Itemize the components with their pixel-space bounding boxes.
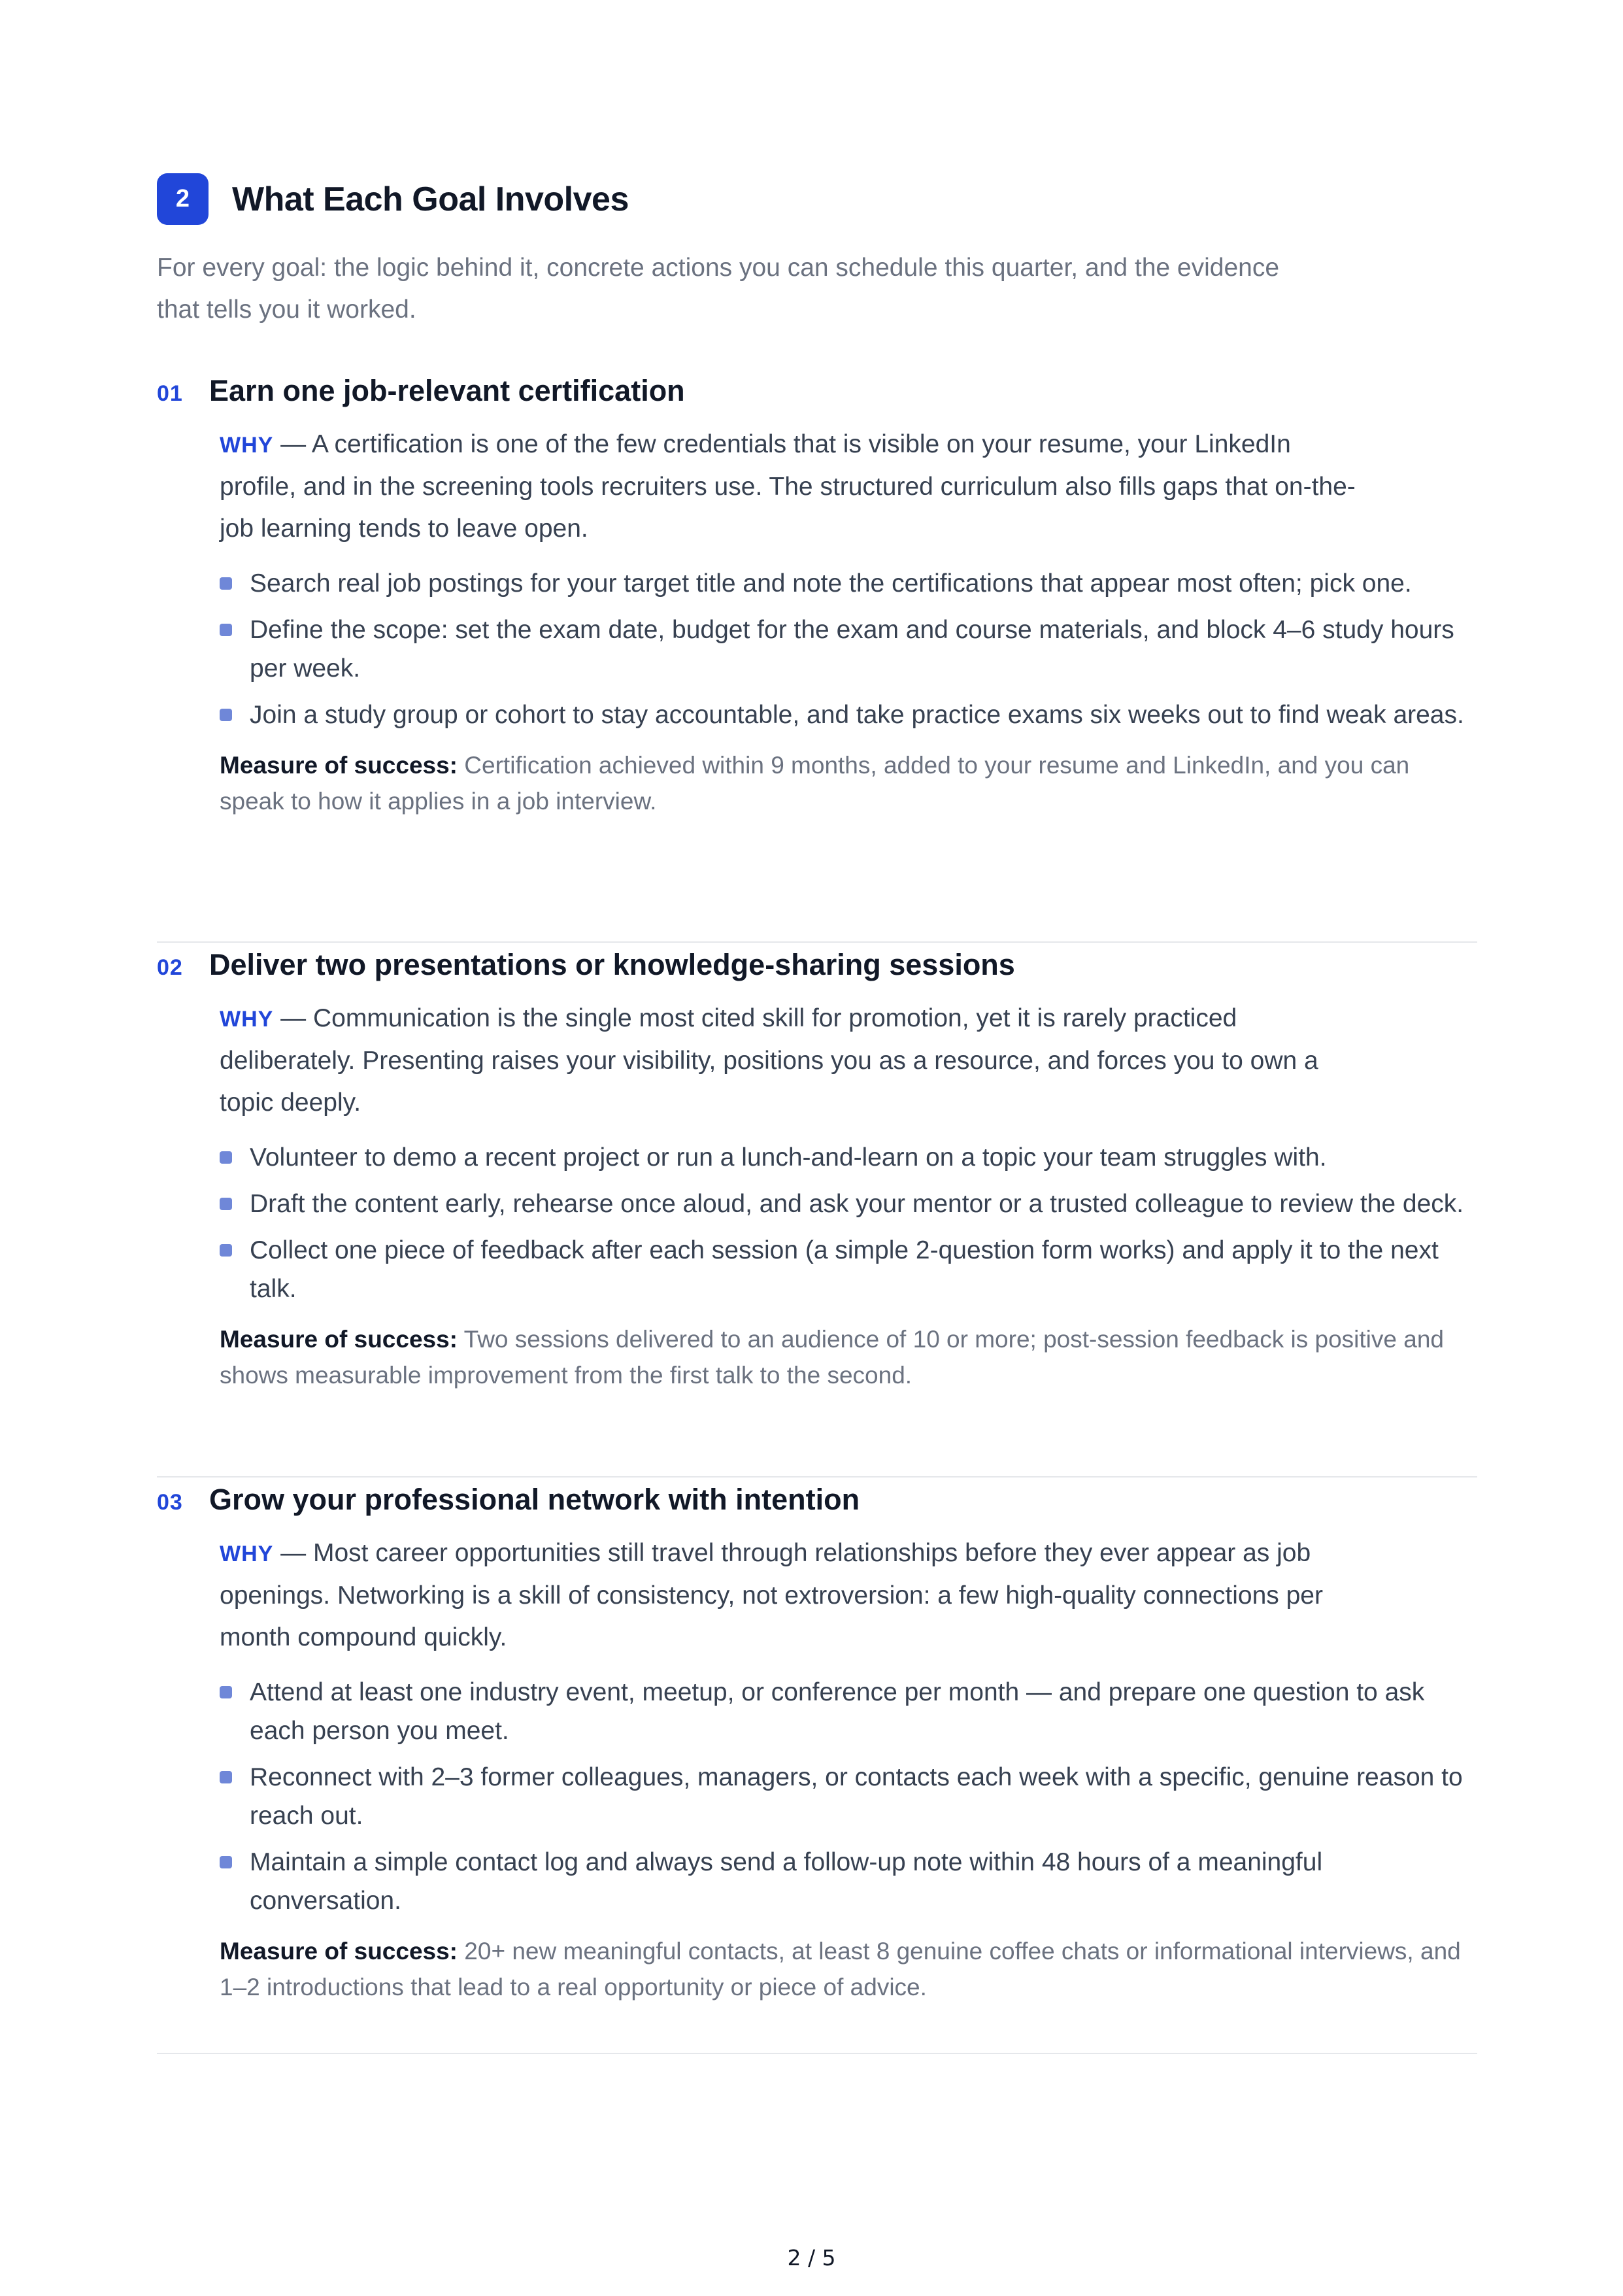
measure-text: 20+ new meaningful contacts, at least 8 genuine coffee chats or informational interviews, and 1–2 introductions that lead to a real opportunity or piece of advice.: [220, 1938, 1461, 2001]
goal-number: 03: [157, 1490, 183, 1515]
why-separator: —: [273, 1539, 313, 1567]
bullet-square-icon: [220, 1771, 232, 1783]
goal-title: Grow your professional network with intention: [209, 1483, 860, 1516]
goal-divider: [157, 1476, 1477, 1477]
measure-text: Certification achieved within 9 months, added to your resume and LinkedIn, and you can speak to how it applies in a job interview.: [220, 752, 1410, 815]
action-text: Maintain a simple contact log and always send a follow-up note within 48 hours of a meaningful conversation.: [250, 1848, 1323, 1915]
goal-divider: [157, 2053, 1477, 2054]
action-list: [220, 1673, 1477, 1920]
why-separator: —: [273, 430, 312, 458]
measure-label: Measure of success:: [220, 752, 458, 779]
action-item: [220, 1185, 1477, 1223]
action-item: [220, 564, 1477, 603]
action-item: [220, 1231, 1477, 1308]
goal-divider: [157, 941, 1477, 943]
section-intro: For every goal: the logic behind it, concrete actions you can schedule this quarter, and the evidence that tells you it worked.: [157, 254, 1280, 324]
bullet-square-icon: [220, 1244, 232, 1257]
measure-label: Measure of success:: [220, 1326, 458, 1353]
why-text: A certification is one of the few credentials that is visible on your resume, your LinkedIn profile, and in the screening tools recruiters use. The structured curriculum also fills gaps that on-the-job learning tends to leave open.: [220, 430, 1356, 543]
action-list: [220, 1138, 1477, 1308]
action-text: Search real job postings for your target title and note the certifications that appear most often; pick one.: [250, 569, 1412, 598]
action-item: [220, 1843, 1477, 1920]
goal-title: Earn one job-relevant certification: [209, 374, 685, 407]
measure-of-success: [220, 747, 1477, 819]
measure-label: Measure of success:: [220, 1938, 458, 1965]
goal-title: Deliver two presentations or knowledge-sharing sessions: [209, 948, 1015, 981]
goal-card-1: [157, 374, 1477, 819]
action-item: [220, 611, 1477, 688]
measure-of-success: [220, 1933, 1477, 2005]
page-number: 2 / 5: [787, 2245, 836, 2271]
action-item: [220, 696, 1477, 734]
why-label: WHY: [220, 433, 274, 458]
goal-why: [220, 424, 1357, 550]
bullet-square-icon: [220, 1686, 232, 1698]
section-number-badge: 2: [157, 173, 209, 225]
bullet-square-icon: [220, 1151, 232, 1164]
goal-body: [220, 1532, 1477, 2005]
goal-number: 01: [157, 381, 183, 406]
action-text: Collect one piece of feedback after each session (a simple 2-question form works) and apply it to the next talk.: [250, 1236, 1439, 1303]
action-text: Reconnect with 2–3 former colleagues, managers, or contacts each week with a specific, genuine reason to reach out.: [250, 1763, 1463, 1830]
goal-heading: [157, 374, 1477, 414]
why-text: Communication is the single most cited skill for promotion, yet it is rarely practiced deliberately. Presenting raises your visibility, positions you as a resource, and forces you to own a topic deeply.: [220, 1004, 1318, 1117]
action-text: Define the scope: set the exam date, budget for the exam and course materials, and block 4–6 study hours per week.: [250, 616, 1454, 683]
goal-why: [220, 998, 1357, 1124]
action-text: Volunteer to demo a recent project or run a lunch-and-learn on a topic your team struggles with.: [250, 1143, 1327, 1172]
action-item: [220, 1673, 1477, 1750]
section-title: What Each Goal Involves: [232, 180, 629, 218]
goal-number: 02: [157, 955, 183, 980]
goal-why: [220, 1532, 1357, 1659]
goal-card-3: [157, 1483, 1477, 2005]
bullet-square-icon: [220, 1198, 232, 1210]
goal-card-2: [157, 948, 1477, 1393]
bullet-square-icon: [220, 709, 232, 721]
bullet-square-icon: [220, 577, 232, 590]
bullet-square-icon: [220, 1856, 232, 1868]
measure-text: Two sessions delivered to an audience of 10 or more; post-session feedback is positive and shows measurable improvement from the first talk to the second.: [220, 1326, 1444, 1389]
goal-body: [220, 424, 1477, 819]
why-text: Most career opportunities still travel through relationships before they ever appear as job openings. Networking is a skill of consistency, not extroversion: a few high-quality connections per month compound quickly.: [220, 1539, 1323, 1651]
why-label: WHY: [220, 1007, 274, 1032]
goal-heading: [157, 1483, 1477, 1523]
action-item: [220, 1758, 1477, 1835]
goal-heading: [157, 948, 1477, 988]
bullet-square-icon: [220, 624, 232, 636]
why-label: WHY: [220, 1542, 274, 1566]
measure-of-success: [220, 1321, 1477, 1393]
action-text: Attend at least one industry event, meetup, or conference per month — and prepare one question to ask each person you meet.: [250, 1678, 1425, 1745]
action-list: [220, 564, 1477, 734]
action-text: Join a study group or cohort to stay accountable, and take practice exams six weeks out to find weak areas.: [250, 701, 1464, 729]
goal-body: [220, 998, 1477, 1393]
section-header: [157, 173, 629, 225]
action-text: Draft the content early, rehearse once aloud, and ask your mentor or a trusted colleague to review the deck.: [250, 1190, 1464, 1218]
why-separator: —: [273, 1004, 313, 1032]
action-item: [220, 1138, 1477, 1177]
